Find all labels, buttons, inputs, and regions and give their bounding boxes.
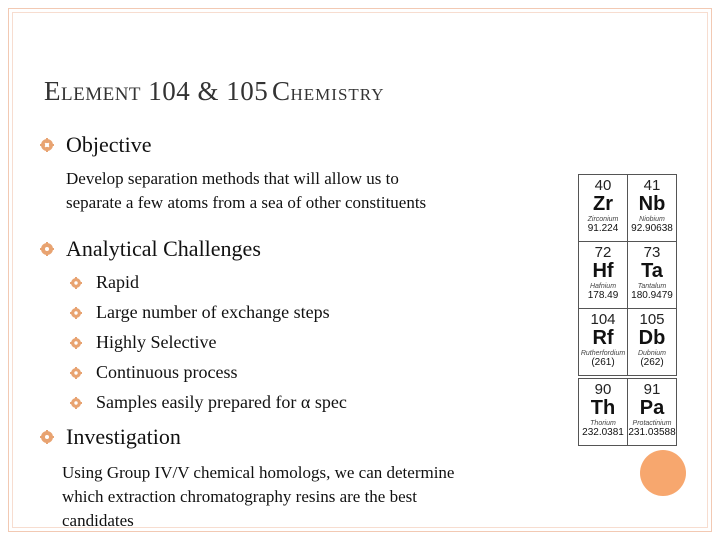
decorative-circle xyxy=(640,450,686,496)
investigation-body-line-2: which extraction chromatography resins are the best xyxy=(62,487,417,506)
challenge-item-label: Continuous process xyxy=(96,362,238,382)
element-symbol: Th xyxy=(590,397,616,419)
pt-row xyxy=(579,379,677,446)
challenge-item-label: Large number of exchange steps xyxy=(96,302,330,322)
element-name: Rutherfordium xyxy=(580,350,626,357)
challenge-item-label: Highly Selective xyxy=(96,332,217,352)
pt-row xyxy=(579,309,677,376)
challenge-item xyxy=(70,272,139,293)
element-tile-db xyxy=(628,309,677,376)
bullet-challenges-label: Analytical Challenges xyxy=(66,236,261,261)
element-name: Niobium xyxy=(639,216,665,223)
element-symbol: Hf xyxy=(592,260,614,282)
gear-bullet-icon xyxy=(70,307,82,319)
atomic-number: 105 xyxy=(639,311,665,328)
bullet-investigation-label: Investigation xyxy=(66,424,181,449)
gear-bullet-icon xyxy=(40,242,54,256)
element-tile-zr xyxy=(579,175,628,242)
title-main: Element 104 & 105 xyxy=(44,76,269,106)
atomic-mass: 178.49 xyxy=(587,290,619,301)
atomic-mass: 92.90638 xyxy=(631,223,673,234)
element-symbol: Db xyxy=(638,327,666,349)
element-symbol: Zr xyxy=(593,193,613,215)
element-symbol: Ta xyxy=(641,260,663,282)
periodic-table-actinides xyxy=(578,378,677,446)
atomic-number: 41 xyxy=(643,177,661,194)
atomic-mass: 231.03588 xyxy=(628,427,676,438)
challenge-item-label: Rapid xyxy=(96,272,139,292)
element-name: Zirconium xyxy=(587,216,619,223)
pt-row xyxy=(579,175,677,242)
gear-bullet-icon xyxy=(70,337,82,349)
element-name: Tantalum xyxy=(637,283,667,290)
element-name: Protactinium xyxy=(632,420,672,427)
element-tile-th xyxy=(579,379,628,446)
atomic-mass: 91.224 xyxy=(587,223,619,234)
bullet-objective xyxy=(40,132,152,158)
investigation-body-line-1: Using Group IV/V chemical homologs, we can determine xyxy=(62,463,455,482)
atomic-number: 40 xyxy=(594,177,612,194)
element-tile-hf xyxy=(579,242,628,309)
objective-body-line-2: separate a few atoms from a sea of other constituents xyxy=(66,193,427,212)
element-tile-pa xyxy=(628,379,677,446)
atomic-number: 90 xyxy=(594,381,612,398)
atomic-number: 104 xyxy=(590,311,616,328)
atomic-mass: 232.0381 xyxy=(582,427,624,438)
title-overlay xyxy=(272,76,384,107)
element-name: Dubnium xyxy=(637,350,666,357)
element-symbol: Rf xyxy=(592,327,614,349)
title-overlay-initial: C xyxy=(272,76,291,106)
element-symbol: Nb xyxy=(638,193,666,215)
atomic-number: 73 xyxy=(643,244,661,261)
atomic-mass: 180.9479 xyxy=(631,290,673,301)
atomic-mass: (261) xyxy=(591,357,615,368)
atomic-number: 91 xyxy=(643,381,661,398)
atomic-mass: (262) xyxy=(640,357,664,368)
challenge-item xyxy=(70,332,216,353)
element-name: Thorium xyxy=(590,420,616,427)
bullet-analytical-challenges xyxy=(40,236,261,262)
atomic-number: 72 xyxy=(594,244,612,261)
gear-bullet-icon xyxy=(70,367,82,379)
bullet-investigation xyxy=(40,424,181,450)
challenge-item xyxy=(70,392,347,413)
element-tile-rf xyxy=(579,309,628,376)
pt-row xyxy=(579,242,677,309)
bullet-objective-label: Objective xyxy=(66,132,152,157)
element-tile-nb xyxy=(628,175,677,242)
gear-bullet-icon xyxy=(40,138,54,152)
gear-bullet-icon xyxy=(40,430,54,444)
periodic-table-group-iv-v xyxy=(578,174,677,376)
title-overlay-rest: HEMISTRY xyxy=(290,85,385,104)
element-symbol: Pa xyxy=(639,397,665,419)
gear-bullet-icon xyxy=(70,397,82,409)
challenge-item-label: Samples easily prepared for α spec xyxy=(96,392,347,412)
challenge-item xyxy=(70,302,330,323)
challenge-item xyxy=(70,362,238,383)
investigation-body-line-3: candidates xyxy=(62,511,134,530)
gear-bullet-icon xyxy=(70,277,82,289)
objective-body-line-1: Develop separation methods that will allow us to xyxy=(66,169,399,188)
element-tile-ta xyxy=(628,242,677,309)
slide-title xyxy=(44,76,385,107)
element-name: Hafnium xyxy=(589,283,617,290)
